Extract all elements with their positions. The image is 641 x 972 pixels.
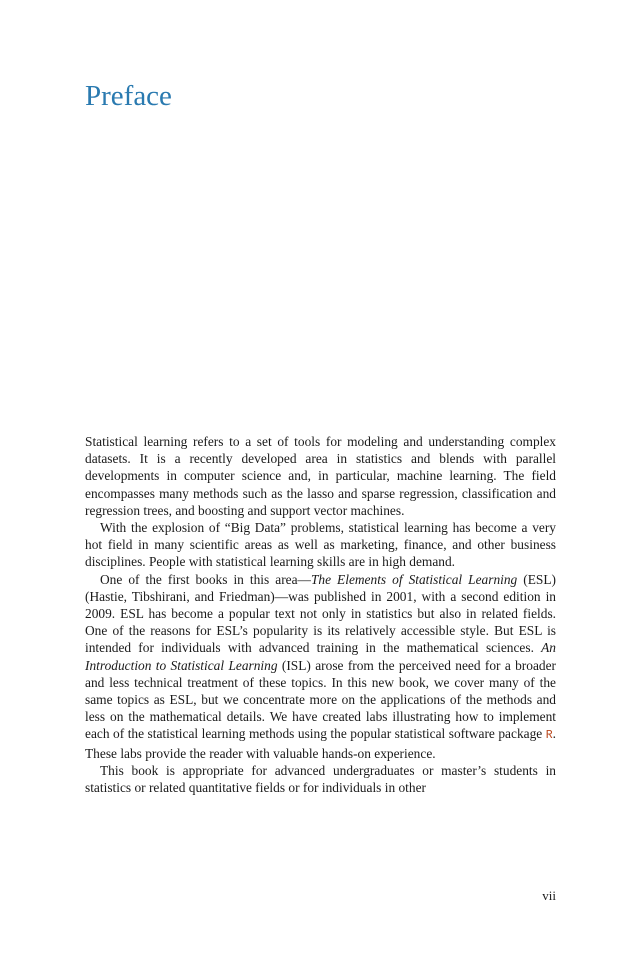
esl-book-title: The Elements of Statistical Learning [310, 571, 518, 587]
paragraph-3 [85, 571, 556, 762]
paragraph-3-text-c: (ESL) (Hastie, Tibshirani, and Friedman)—was published in 2001, with a second edition in 2009. ESL has become a popular text not only in statistics but also in related fields. One of the reasons for ESL’s popularity is its relatively accessible style. But ESL is intended for individuals with advanced training in the mathematical sciences. [85, 571, 556, 656]
r-code-label: R [545, 729, 553, 743]
body-text [85, 433, 556, 796]
isl-book-title: An Introduction to Statistical Learning [85, 640, 556, 673]
page-number: vii [542, 888, 556, 903]
paragraph-2: With the explosion of “Big Data” problems, statistical learning has become a very hot field in many scientific areas as well as marketing, finance, and other business disciplines. People with statistical learning skills are in high demand. [85, 520, 556, 570]
paragraph-3-text-g: . These labs provide the reader with valuable hands-on experience. [85, 726, 556, 761]
paragraph-3-text-a: One of the first books in this area— [100, 571, 311, 587]
paragraph-4: This book is appropriate for advanced undergraduates or master’s students in statistics or related quantitative fields or for individuals in other [85, 762, 556, 796]
page-title: Preface [85, 80, 172, 112]
paragraph-1: Statistical learning refers to a set of tools for modeling and understanding complex datasets. It is a recently developed area in statistics and blends with parallel developments in computer science and, in particular, machine learning. The field encompasses many methods such as the lasso and sparse regression, classification and regression trees, and boosting and support vector machines. [85, 434, 556, 518]
paragraph-3-text-e: (ISL) arose from the perceived need for a broader and less technical treatment of these topics. In this new book, we cover many of the same topics as ESL, but we concentrate more on the applications of the methods and less on the mathematical details. We have created labs illustrating how to implement each of the statistical learning methods using the popular statistical software package [85, 657, 556, 742]
